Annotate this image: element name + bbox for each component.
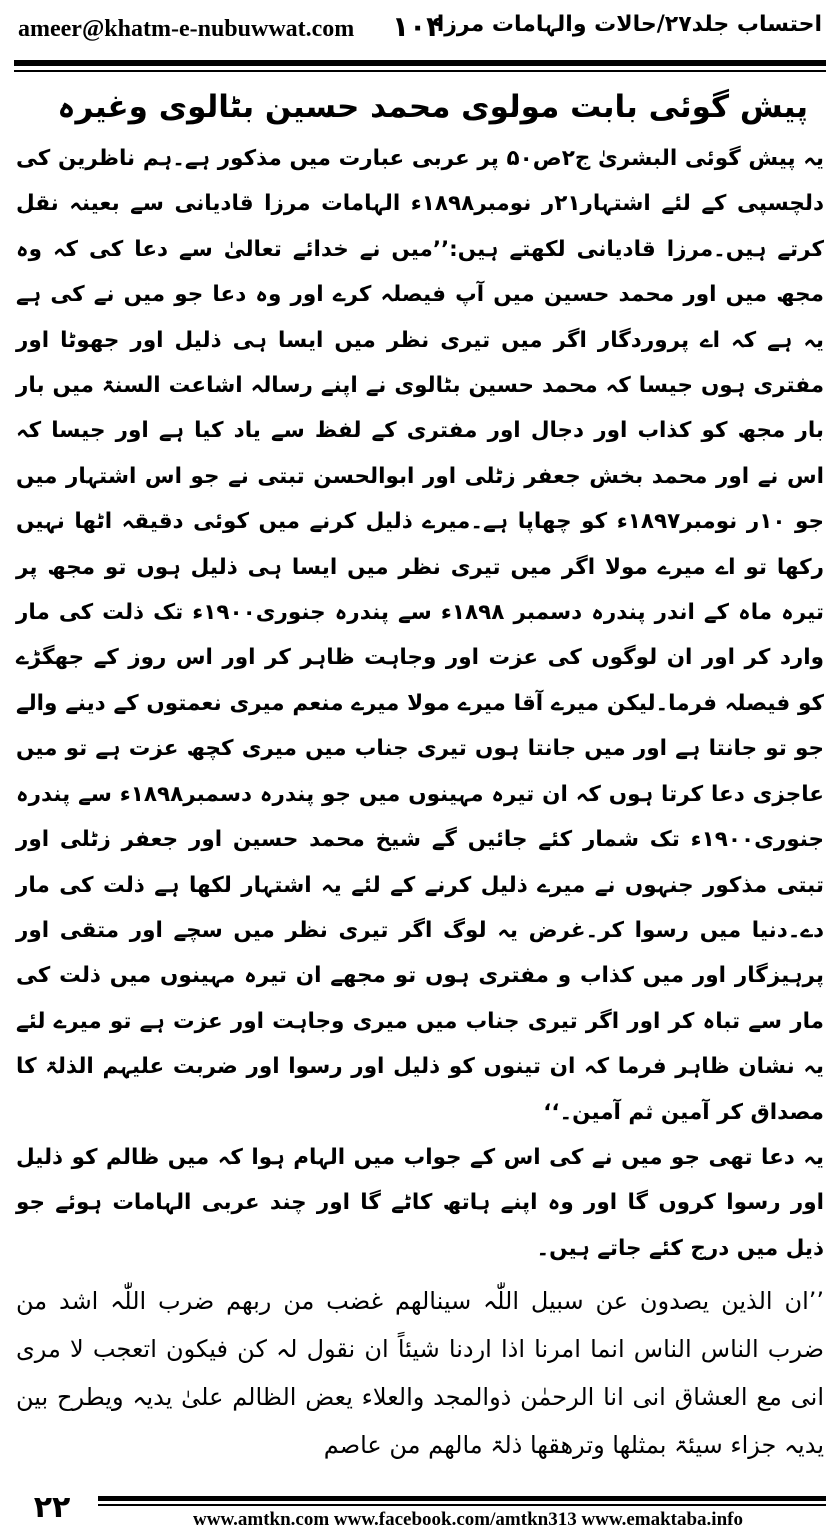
section-heading: پیش گوئی بابت مولوی محمد حسین بٹالوی وغیرہ: [57, 89, 808, 125]
header-book-title: احتساب جلد۲۷/حالات والہامات مرزا: [436, 12, 822, 37]
footer-rule-thin: [98, 1504, 826, 1506]
footer-page-number: ۲۲: [33, 1490, 71, 1525]
paragraph-2: یہ دعا تھی جو میں نے کی اس کے جواب میں الہام ہوا کہ میں ظالم کو ذلیل اور رسوا کروں گا اور وہ اپنے ہاتھ کاٹے گا اور چند عربی الہامات ہوئے جو ذیل میں درج کئے جاتے ہیں۔: [16, 1144, 824, 1261]
header-rule-thin: [14, 70, 826, 72]
header-page-number: ۱۰۴: [392, 10, 444, 43]
paragraph-1: یہ پیش گوئی البشریٰ ج۲ص۵۰ پر عربی عبارت میں مذکور ہے۔ہم ناظرین کی دلچسپی کے لئے اشتہار۲۱ر نومبر۱۸۹۸ء الہامات مرزا قادیانی سے بعینہ نقل کرتے ہیں۔مرزا قادیانی لکھتے ہیں:’’میں نے خدائے تعالیٰ سے دعا کی کہ وہ مجھ میں اور محمد حسین میں آپ فیصلہ کرے اور وہ دعا جو میں نے کی ہے یہ ہے کہ اے پروردگار اگر میں تیری نظر میں ایسا ہی ذلیل اور جھوٹا اور مفتری ہوں جیسا کہ محمد حسین بٹالوی نے اپنے رسالہ اشاعت السنۃ میں بار بار مجھ کو کذاب اور دجال اور مفتری کے لفظ سے یاد کیا ہے اور جیسا کہ اس نے اور محمد بخش جعفر زٹلی اور ابوالحسن تبتی نے جو اس اشتہار میں جو ۱۰ر نومبر۱۸۹۷ء کو چھاپا ہے۔میرے ذلیل کرنے میں کوئی دقیقہ اٹھا نہیں رکھا تو اے میرے مولا اگر میں تیری نظر میں ایسا ہی ذلیل ہوں تو مجھ پر تیرہ ماہ کے اندر پندرہ دسمبر ۱۸۹۸ء سے پندرہ جنوری۱۹۰۰ء تک ذلت کی مار وارد کر اور ان لوگوں کی عزت اور وجاہت ظاہر کر اور اس روز کے جھگڑے کو فیصلہ فرما۔لیکن میرے آقا میرے مولا میرے منعم میری نعمتوں کے دینے والے جو تو جانتا ہے اور میں جانتا ہوں تیری جناب میں میری کچھ عزت ہے تو میں عاجزی دعا کرتا ہوں کہ ان تیرہ مہینوں میں جو پندرہ دسمبر۱۸۹۸ء سے پندرہ جنوری۱۹۰۰ء تک شمار کئے جائیں گے شیخ محمد حسین اور جعفر زٹلی اور تبتی مذکور جنہوں نے میرے ذلیل کرنے کے لئے یہ اشتہار لکھا ہے ذلت کی مار دے۔دنیا میں رسوا کر۔غرض یہ لوگ اگر تیری نظر میں سچے اور متقی اور پرہیزگار اور میں کذاب و مفتری ہوں تو مجھے ان تیرہ مہینوں میں ذلت کی مار سے تباہ کر اور اگر تیری جناب میں میری وجاہت اور عزت ہے تو میرے لئے یہ نشان ظاہر فرما کہ ان تینوں کو ذلیل اور رسوا اور ضربت علیہم الذلۃ کا مصداق کر آمین ثم آمین۔‘‘: [16, 146, 824, 1125]
page-header: [14, 8, 826, 56]
arabic-quote: ’’ان الذین یصدون عن سبیل اللّٰہ سینالھم غضب من ربھم ضرب اللّٰہ اشد من ضرب الناس الناس انما امرنا اذا اردنا شیئاً ان نقول لہ کن فیکون اتعجب لا مری انی مع العشاق انی انا الرحمٰن ذوالمجد والعلاء یعض الظالم علیٰ یدیہ ویطرح بین یدیہ جزاء سیئۃ بمثلھا وترھقھا ذلۃ مالھم من عاصم: [16, 1287, 824, 1460]
footer-links: www.amtkn.com www.facebook.com/amtkn313 www.emaktaba.info: [193, 1509, 743, 1530]
page-footer: [14, 1490, 826, 1536]
header-rule-thick: [14, 60, 826, 66]
footer-rule-thick: [98, 1496, 826, 1501]
page-content: [16, 78, 824, 1469]
header-email: ameer@khatm-e-nubuwwat.com: [18, 16, 355, 42]
